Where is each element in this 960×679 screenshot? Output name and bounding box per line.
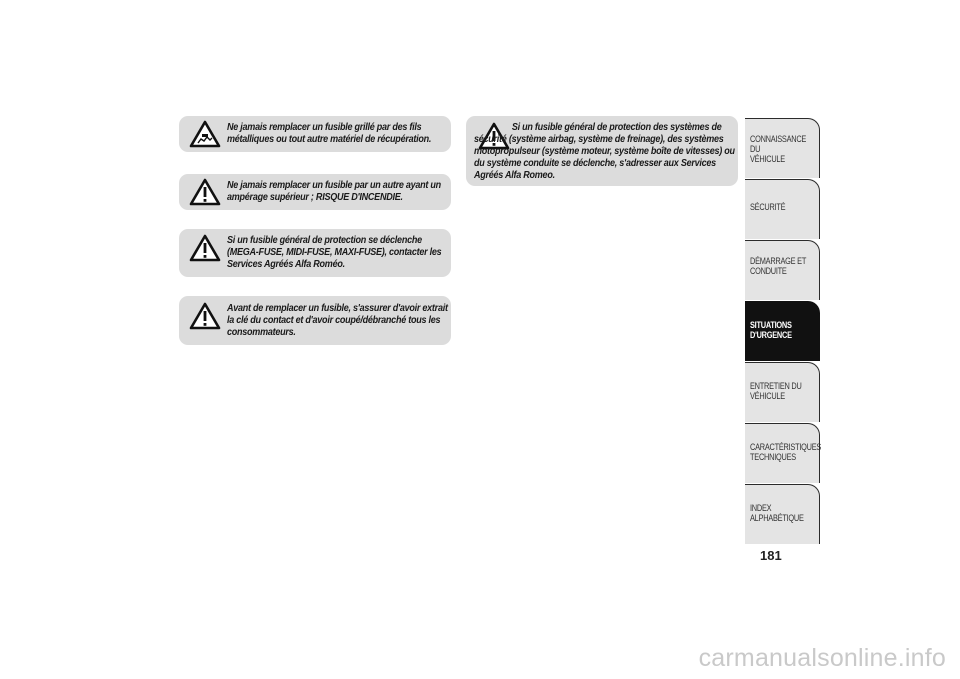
tab-label: DÉMARRAGE ET CONDUITE: [750, 256, 807, 276]
tab-label: ENTRETIEN DU VÉHICULE: [750, 381, 802, 401]
tab-label: SÉCURITÉ: [750, 202, 786, 212]
page-number: 181: [760, 548, 782, 563]
warning-triangle-icon: [189, 234, 221, 262]
tab-securite[interactable]: [745, 179, 820, 239]
tab-label: INDEX ALPHABÉTIQUE: [750, 503, 804, 523]
warning-box-1: [179, 116, 451, 152]
tab-label: CARACTÉRISTIQUES TECHNIQUES: [750, 442, 822, 462]
warning-text: Si un fusible général de protection se déclenche (MEGA-FUSE, MIDI-FUSE, MAXI-FUSE), contacter les Services Agréés Alfa Roméo.: [227, 234, 442, 270]
tab-demarrage-conduite[interactable]: [745, 240, 820, 300]
tab-label: SITUATIONS D'URGENCE: [750, 320, 792, 340]
warning-text: Avant de remplacer un fusible, s'assurer d'avoir extrait la clé du contact et d'avoir coupé/débranché tous les consommateurs.: [227, 302, 448, 338]
warning-triangle-icon: [189, 178, 221, 206]
tab-situations-urgence[interactable]: [745, 301, 820, 361]
warning-box-4: [179, 296, 451, 345]
warning-triangle-icon: [189, 302, 221, 330]
tab-caracteristiques-techniques[interactable]: [745, 423, 820, 483]
watermark: carmanualsonline.info: [698, 644, 946, 672]
tab-entretien-vehicule[interactable]: [745, 362, 820, 422]
tab-index-alphabetique[interactable]: [745, 484, 820, 544]
warning-box-3: [179, 229, 451, 277]
tab-label: CONNAISSANCE DU VÉHICULE: [750, 134, 807, 164]
slippery-road-warning-icon: [189, 120, 221, 148]
warning-box-right: [466, 116, 738, 186]
warning-box-2: [179, 174, 451, 210]
tab-connaissance-vehicule[interactable]: [745, 118, 820, 178]
warning-text: Ne jamais remplacer un fusible grillé par des fils métalliques ou tout autre matériel de récupération.: [227, 121, 432, 145]
warning-text: Si un fusible général de protection des systèmes de sécurité (système airbag, système de freinage), des systèmes motopropulseur (système moteur, système boîte de vitesses) ou du système conduite se déclenche, s'adresser aux Services Agréés Alfa Romeo.: [474, 121, 735, 181]
warning-text: Ne jamais remplacer un fusible par un autre ayant un ampérage supérieur ; RISQUE D'INCENDIE.: [227, 179, 441, 203]
